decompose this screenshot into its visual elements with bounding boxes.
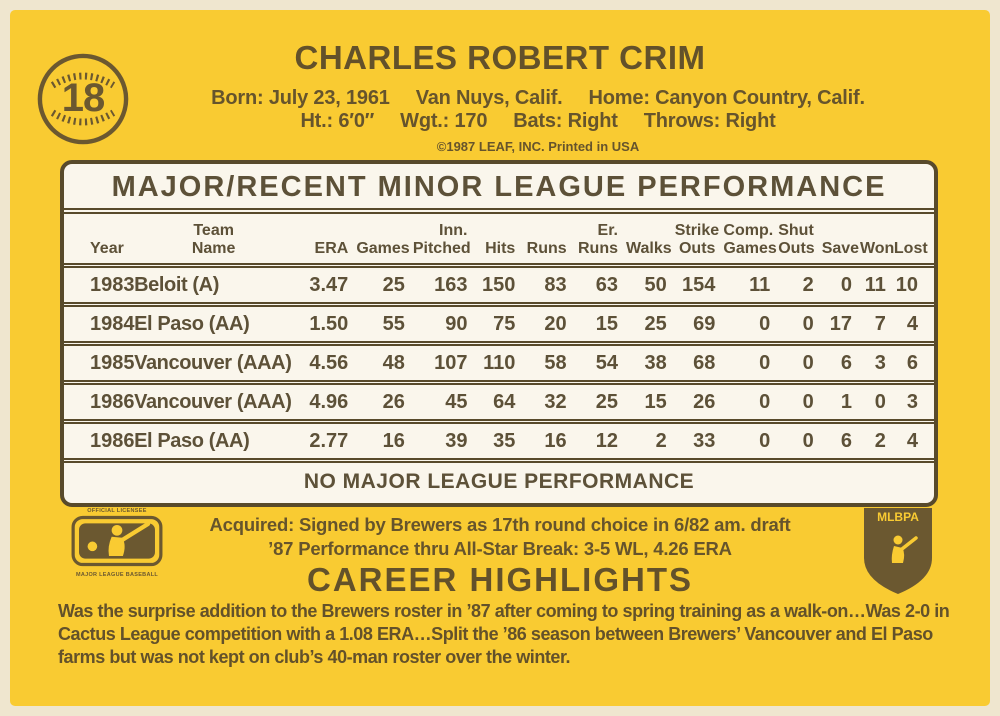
- mlb-logo-bottom-text: MAJOR LEAGUE BASEBALL: [75, 572, 159, 578]
- stats-header-row: [64, 214, 934, 266]
- stat-value: 25: [575, 383, 626, 422]
- stats-column-header: Comp. Games: [723, 222, 777, 257]
- stat-value: 11: [723, 266, 778, 305]
- stat-team: El Paso (AA): [130, 305, 297, 344]
- mlbpa-logo-text: MLBPA: [877, 510, 919, 524]
- stat-value: 54: [575, 344, 626, 383]
- stats-column-header: Lost: [893, 240, 928, 257]
- stat-value: 32: [523, 383, 574, 422]
- acquired-block: [170, 513, 830, 561]
- stat-value: 48: [356, 344, 413, 383]
- card-number: 18: [61, 76, 105, 120]
- stat-value: 11: [860, 266, 894, 305]
- stats-column-header: Inn. Pitched: [412, 222, 471, 257]
- stat-team: Beloit (A): [130, 266, 297, 305]
- stat-value: 4.56: [297, 344, 356, 383]
- stat-value: 39: [413, 422, 476, 459]
- stat-value: 6: [822, 344, 860, 383]
- stat-value: 150: [475, 266, 523, 305]
- stat-value: 2.77: [297, 422, 356, 459]
- stat-year: 1986: [64, 422, 130, 459]
- stat-value: 26: [356, 383, 413, 422]
- stat-value: 0: [723, 383, 778, 422]
- stat-value: 63: [575, 266, 626, 305]
- stats-row: [64, 422, 934, 459]
- stat-value: 90: [413, 305, 476, 344]
- stat-value: 0: [778, 305, 821, 344]
- stat-value: 33: [675, 422, 724, 459]
- stat-value: 45: [413, 383, 476, 422]
- stat-value: 25: [356, 266, 413, 305]
- career-highlights-text: Was the surprise addition to the Brewers roster in ’87 after coming to spring training as a walk-on…Was 2-0 in Cactus League competition with a 1.08 ERA…Split the ’86 season between Brewers’ Vancouver and El Paso farms but was not kept on club’s 40-man roster over the winter.: [58, 601, 950, 667]
- stat-value: 3: [860, 344, 894, 383]
- stat-value: 26: [675, 383, 724, 422]
- stat-year: 1985: [64, 344, 130, 383]
- stat-year: 1983: [64, 266, 130, 305]
- bio-throws: Throws: Right: [643, 110, 776, 132]
- stats-row: [64, 383, 934, 422]
- stat-value: 10: [894, 266, 934, 305]
- stat-value: 1: [822, 383, 860, 422]
- stats-column-header: ERA: [314, 240, 349, 257]
- stat-value: 38: [626, 344, 675, 383]
- card-face: [10, 10, 990, 706]
- bio-height: Ht.: 6′0″: [300, 110, 375, 132]
- stats-column-header: Save: [821, 240, 860, 257]
- stats-column-header: Hits: [485, 240, 516, 257]
- stat-value: 12: [575, 422, 626, 459]
- stats-column-header: Walks: [625, 240, 672, 257]
- stat-value: 2: [626, 422, 675, 459]
- stat-value: 16: [523, 422, 574, 459]
- stats-column-header: Runs: [526, 240, 567, 257]
- stat-value: 4.96: [297, 383, 356, 422]
- stat-value: 3.47: [297, 266, 356, 305]
- stat-value: 107: [413, 344, 476, 383]
- stat-value: 25: [626, 305, 675, 344]
- bio-line-1: [92, 87, 984, 110]
- stat-value: 6: [822, 422, 860, 459]
- no-major-league-note: NO MAJOR LEAGUE PERFORMANCE: [64, 458, 934, 503]
- stat-value: 163: [413, 266, 476, 305]
- stats-table: [64, 214, 934, 458]
- mlb-logo-top-text: OFFICIAL LICENSEE: [87, 508, 147, 514]
- stats-column-header: Er. Runs: [577, 222, 618, 257]
- stat-value: 16: [356, 422, 413, 459]
- stat-value: 58: [523, 344, 574, 383]
- stats-column-header: Team Name: [191, 222, 236, 257]
- stat-value: 17: [822, 305, 860, 344]
- stats-column-header: Won: [859, 240, 895, 257]
- player-name: CHARLES ROBERT CRIM: [294, 39, 706, 76]
- stats-panel: [60, 160, 938, 507]
- stat-value: 2: [860, 422, 894, 459]
- stat-value: 7: [860, 305, 894, 344]
- stat-value: 15: [575, 305, 626, 344]
- mlb-logo-icon: [71, 515, 163, 567]
- stat-value: 0: [723, 422, 778, 459]
- copyright-line: ©1987 LEAF, INC. Printed in USA: [436, 139, 640, 154]
- stat-value: 64: [475, 383, 523, 422]
- bio-birthplace: Van Nuys, Calif.: [415, 87, 563, 109]
- stat-year: 1984: [64, 305, 130, 344]
- bio-bats: Bats: Right: [513, 110, 618, 132]
- bio-block: [92, 87, 984, 158]
- stat-team: El Paso (AA): [130, 422, 297, 459]
- stat-value: 0: [822, 266, 860, 305]
- stat-value: 3: [894, 383, 934, 422]
- stat-team: Vancouver (AAA): [130, 383, 297, 422]
- stats-column-header: Games: [356, 240, 410, 257]
- acquired-line: Acquired: Signed by Brewers as 17th round choice in 6/82 am. draft: [209, 514, 791, 535]
- stat-value: 0: [778, 422, 821, 459]
- stat-value: 35: [475, 422, 523, 459]
- stat-value: 6: [894, 344, 934, 383]
- bio-home: Home: Canyon Country, Calif.: [588, 87, 865, 109]
- stat-value: 2: [778, 266, 821, 305]
- stat-value: 4: [894, 422, 934, 459]
- stat-value: 50: [626, 266, 675, 305]
- stat-value: 1.50: [297, 305, 356, 344]
- stat-value: 83: [523, 266, 574, 305]
- stat-year: 1986: [64, 383, 130, 422]
- stats-row: [64, 305, 934, 344]
- stat-value: 110: [475, 344, 523, 383]
- stat-value: 55: [356, 305, 413, 344]
- stat-value: 0: [778, 383, 821, 422]
- stat-value: 4: [894, 305, 934, 344]
- stat-value: 68: [675, 344, 724, 383]
- stat-value: 0: [723, 344, 778, 383]
- stat-value: 69: [675, 305, 724, 344]
- stats-row: [64, 266, 934, 305]
- stat-value: 154: [675, 266, 724, 305]
- performance-line: ’87 Performance thru All-Star Break: 3-5 WL, 4.26 ERA: [268, 538, 732, 559]
- bio-weight: Wgt.: 170: [400, 110, 488, 132]
- stat-value: 15: [626, 383, 675, 422]
- stat-value: 0: [860, 383, 894, 422]
- stats-column-header: Year: [90, 240, 124, 257]
- stats-column-header: Strike Outs: [674, 222, 720, 257]
- stat-team: Vancouver (AAA): [130, 344, 297, 383]
- bio-line-2: [92, 110, 984, 133]
- stats-column-header: Shut Outs: [778, 222, 815, 257]
- stat-value: 0: [723, 305, 778, 344]
- bio-born: Born: July 23, 1961: [211, 87, 390, 109]
- stat-value: 0: [778, 344, 821, 383]
- stats-panel-title: MAJOR/RECENT MINOR LEAGUE PERFORMANCE: [64, 164, 934, 214]
- stats-row: [64, 344, 934, 383]
- stat-value: 20: [523, 305, 574, 344]
- career-highlights-title: CAREER HIGHLIGHTS: [306, 561, 693, 598]
- stat-value: 75: [475, 305, 523, 344]
